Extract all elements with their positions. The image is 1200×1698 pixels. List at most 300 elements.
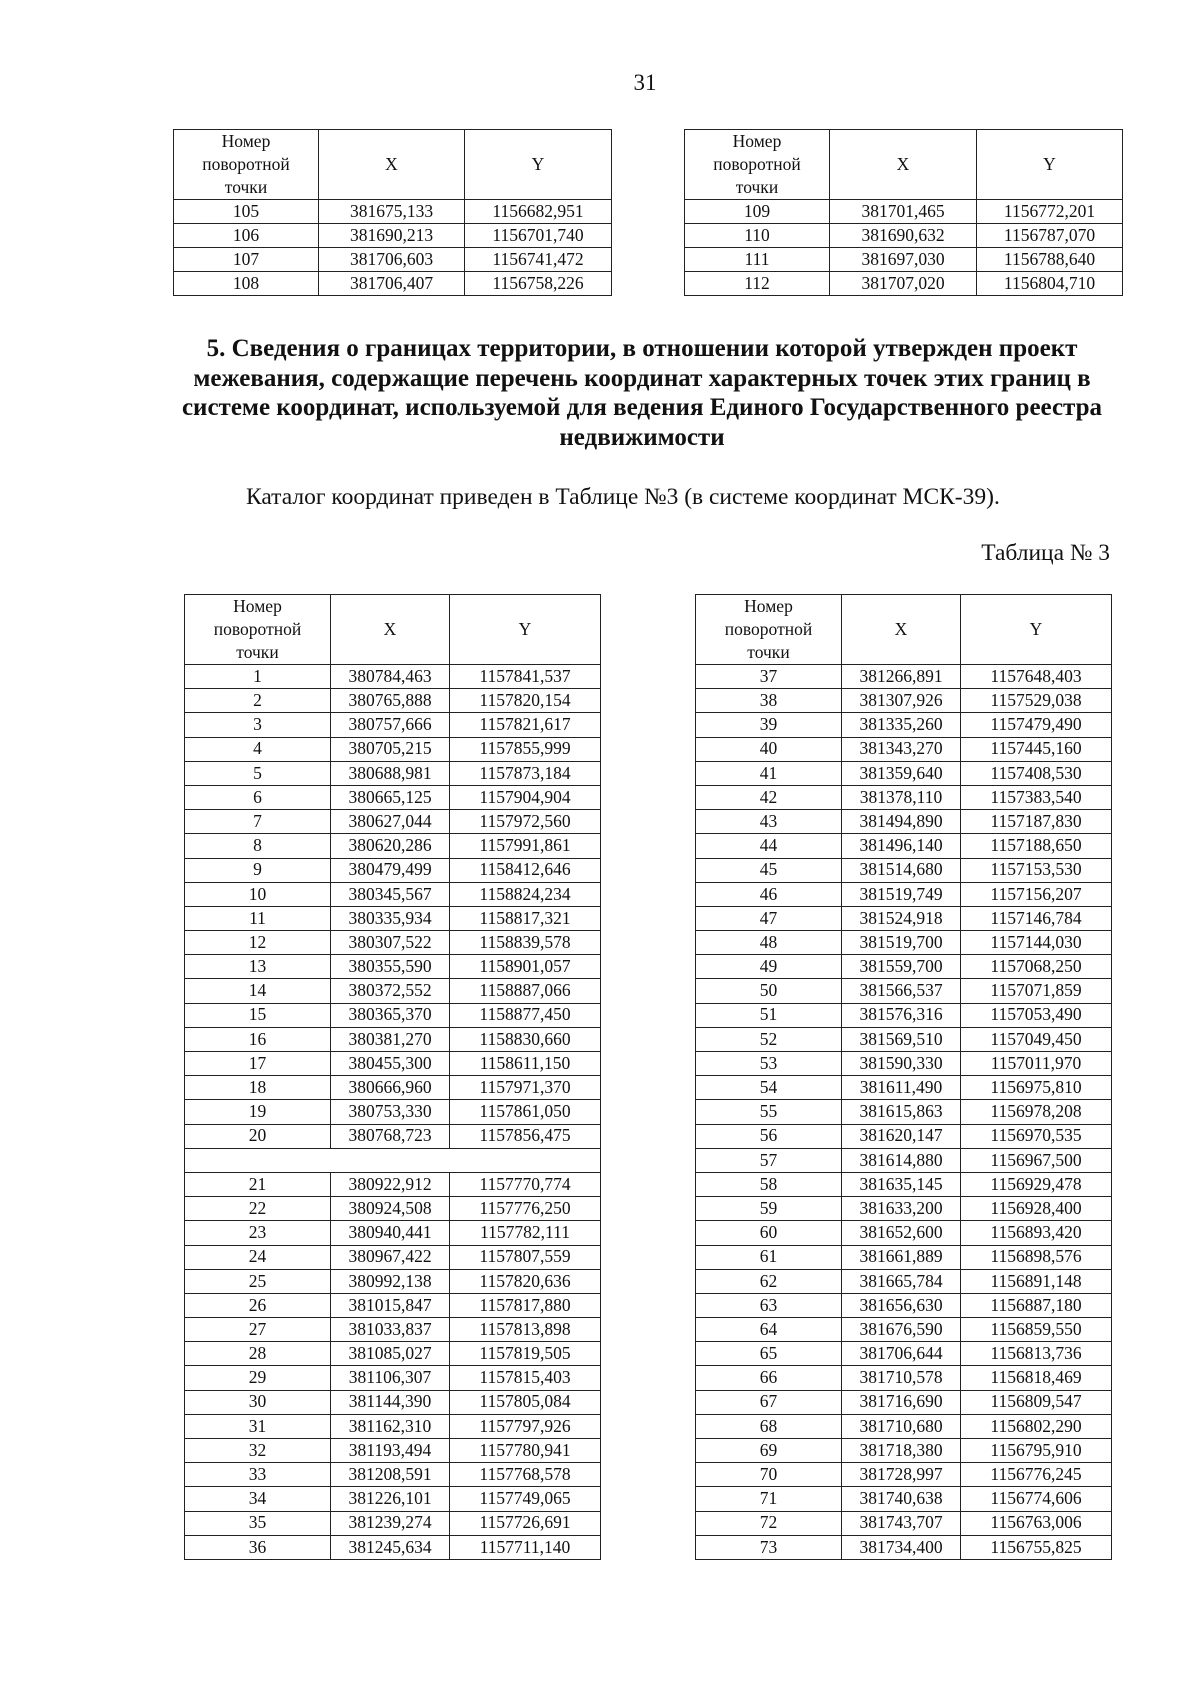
y-cell: 1157383,540 <box>961 785 1112 809</box>
point-number-cell: 47 <box>696 906 842 930</box>
x-cell: 381611,490 <box>842 1076 961 1100</box>
x-cell: 380992,138 <box>331 1269 450 1293</box>
table-row <box>185 882 601 906</box>
x-cell: 381239,274 <box>331 1511 450 1535</box>
y-cell: 1156970,535 <box>961 1124 1112 1148</box>
point-number-cell: 18 <box>185 1076 331 1100</box>
y-cell: 1157711,140 <box>450 1535 601 1559</box>
table-row <box>185 1221 601 1245</box>
point-number-cell: 6 <box>185 785 331 809</box>
table-row <box>696 810 1112 834</box>
table-row <box>696 1148 1112 1172</box>
point-number-cell: 21 <box>185 1172 331 1196</box>
x-cell: 380922,912 <box>331 1172 450 1196</box>
point-number-cell: 15 <box>185 1003 331 1027</box>
table-row <box>185 1245 601 1269</box>
point-number-cell: 107 <box>174 248 319 272</box>
x-cell: 381614,880 <box>842 1148 961 1172</box>
x-cell: 381706,644 <box>842 1342 961 1366</box>
y-cell: 1156929,478 <box>961 1172 1112 1196</box>
point-number-cell: 59 <box>696 1197 842 1221</box>
point-number-cell: 65 <box>696 1342 842 1366</box>
table-row <box>185 665 601 689</box>
y-cell: 1157049,450 <box>961 1027 1112 1051</box>
section-heading: 5. Сведения о границах территории, в отношении которой утвержден проект межевания, содержащие перечень координат характерных точек этих границ в системе координат, используемой для ведения Единого Государственного реестра недвижимости <box>181 335 1103 451</box>
x-cell: 380665,125 <box>331 785 450 809</box>
table-row <box>696 1293 1112 1317</box>
x-cell: 381514,680 <box>842 858 961 882</box>
y-cell: 1157991,861 <box>450 834 601 858</box>
table-row <box>185 834 601 858</box>
x-cell: 381106,307 <box>331 1366 450 1390</box>
table-row <box>185 785 601 809</box>
point-number-cell: 32 <box>185 1439 331 1463</box>
y-cell: 1157408,530 <box>961 761 1112 785</box>
x-cell: 381707,020 <box>830 272 977 296</box>
point-number-cell: 4 <box>185 737 331 761</box>
point-number-cell: 38 <box>696 689 842 713</box>
y-cell: 1156809,547 <box>961 1390 1112 1414</box>
point-number-cell: 28 <box>185 1342 331 1366</box>
x-cell: 380372,552 <box>331 979 450 1003</box>
point-number-cell: 40 <box>696 737 842 761</box>
x-cell: 381245,634 <box>331 1535 450 1559</box>
table-row <box>174 224 612 248</box>
x-cell: 380307,522 <box>331 931 450 955</box>
table-row <box>174 272 612 296</box>
y-cell: 1157068,250 <box>961 955 1112 979</box>
point-number-cell: 42 <box>696 785 842 809</box>
x-cell: 381665,784 <box>842 1269 961 1293</box>
y-cell: 1157011,970 <box>961 1052 1112 1076</box>
y-cell: 1157749,065 <box>450 1487 601 1511</box>
x-cell: 381590,330 <box>842 1052 961 1076</box>
x-cell: 380765,888 <box>331 689 450 713</box>
x-cell: 381615,863 <box>842 1100 961 1124</box>
y-cell: 1157156,207 <box>961 882 1112 906</box>
table-row <box>185 1390 601 1414</box>
x-cell: 381740,638 <box>842 1487 961 1511</box>
point-number-cell: 108 <box>174 272 319 296</box>
point-number-cell: 53 <box>696 1052 842 1076</box>
table-row <box>185 906 601 930</box>
table-row <box>185 1076 601 1100</box>
x-cell: 381676,590 <box>842 1318 961 1342</box>
table-row <box>185 931 601 955</box>
table-row <box>685 248 1123 272</box>
table-row <box>185 1318 601 1342</box>
point-number-cell: 44 <box>696 834 842 858</box>
x-cell: 381524,918 <box>842 906 961 930</box>
y-cell: 1157479,490 <box>961 713 1112 737</box>
header-y: Y <box>961 595 1112 665</box>
y-cell: 1156978,208 <box>961 1100 1112 1124</box>
x-cell: 380967,422 <box>331 1245 450 1269</box>
x-cell: 381718,380 <box>842 1439 961 1463</box>
point-number-cell: 7 <box>185 810 331 834</box>
y-cell: 1158830,660 <box>450 1027 601 1051</box>
y-cell: 1156682,951 <box>465 200 612 224</box>
table-row <box>696 979 1112 1003</box>
y-cell: 1157071,859 <box>961 979 1112 1003</box>
page-number: 31 <box>633 70 657 95</box>
point-number-cell: 50 <box>696 979 842 1003</box>
point-number-cell: 25 <box>185 1269 331 1293</box>
y-cell: 1157780,941 <box>450 1439 601 1463</box>
x-cell: 381085,027 <box>331 1342 450 1366</box>
table-row <box>696 1076 1112 1100</box>
x-cell: 381716,690 <box>842 1390 961 1414</box>
y-cell: 1156787,070 <box>977 224 1123 248</box>
table-row <box>696 1390 1112 1414</box>
y-cell: 1157529,038 <box>961 689 1112 713</box>
y-cell: 1158611,150 <box>450 1052 601 1076</box>
point-number-cell: 1 <box>185 665 331 689</box>
y-cell: 1157815,403 <box>450 1366 601 1390</box>
y-cell: 1157770,774 <box>450 1172 601 1196</box>
table-row <box>185 1535 601 1559</box>
x-cell: 380757,666 <box>331 713 450 737</box>
x-cell: 381706,407 <box>319 272 465 296</box>
table-row <box>696 955 1112 979</box>
x-cell: 381569,510 <box>842 1027 961 1051</box>
x-cell: 381335,260 <box>842 713 961 737</box>
table-row <box>696 906 1112 930</box>
table-row <box>696 1221 1112 1245</box>
point-number-cell: 55 <box>696 1100 842 1124</box>
table-row <box>185 1439 601 1463</box>
header-y: Y <box>977 130 1123 200</box>
y-cell: 1157904,904 <box>450 785 601 809</box>
x-cell: 381661,889 <box>842 1245 961 1269</box>
table-caption: Таблица № 3 <box>981 540 1110 566</box>
table-row <box>696 1027 1112 1051</box>
point-number-cell: 11 <box>185 906 331 930</box>
table-gap-row <box>185 1148 601 1172</box>
header-point-number: Номер поворотной точки <box>185 595 331 665</box>
point-number-cell: 24 <box>185 1245 331 1269</box>
y-cell: 1157445,160 <box>961 737 1112 761</box>
y-cell: 1156776,245 <box>961 1463 1112 1487</box>
point-number-cell: 62 <box>696 1269 842 1293</box>
header-point-number: Номер поворотной точки <box>696 595 842 665</box>
point-number-cell: 72 <box>696 1511 842 1535</box>
x-cell: 381697,030 <box>830 248 977 272</box>
table-row <box>696 1535 1112 1559</box>
x-cell: 381701,465 <box>830 200 977 224</box>
point-number-cell: 8 <box>185 834 331 858</box>
x-cell: 380688,981 <box>331 761 450 785</box>
point-number-cell: 9 <box>185 858 331 882</box>
table-row <box>696 665 1112 689</box>
table-row <box>185 858 601 882</box>
x-cell: 381226,101 <box>331 1487 450 1511</box>
point-number-cell: 52 <box>696 1027 842 1051</box>
table-row <box>185 1511 601 1535</box>
y-cell: 1156818,469 <box>961 1366 1112 1390</box>
point-number-cell: 37 <box>696 665 842 689</box>
x-cell: 380335,934 <box>331 906 450 930</box>
y-cell: 1156755,825 <box>961 1535 1112 1559</box>
table-row <box>185 1269 601 1293</box>
table-row <box>696 1269 1112 1293</box>
y-cell: 1157782,111 <box>450 1221 601 1245</box>
y-cell: 1157726,691 <box>450 1511 601 1535</box>
y-cell: 1157817,880 <box>450 1293 601 1317</box>
table-row <box>696 689 1112 713</box>
y-cell: 1157841,537 <box>450 665 601 689</box>
table-row <box>696 1124 1112 1148</box>
point-number-cell: 34 <box>185 1487 331 1511</box>
table-row <box>696 834 1112 858</box>
x-cell: 380784,463 <box>331 665 450 689</box>
x-cell: 381208,591 <box>331 1463 450 1487</box>
x-cell: 381519,700 <box>842 931 961 955</box>
x-cell: 381743,707 <box>842 1511 961 1535</box>
point-number-cell: 69 <box>696 1439 842 1463</box>
y-cell: 1157768,578 <box>450 1463 601 1487</box>
table-row <box>696 1245 1112 1269</box>
y-cell: 1157144,030 <box>961 931 1112 955</box>
y-cell: 1156975,810 <box>961 1076 1112 1100</box>
x-cell: 381343,270 <box>842 737 961 761</box>
table-row <box>185 1293 601 1317</box>
y-cell: 1158877,450 <box>450 1003 601 1027</box>
table-row <box>696 882 1112 906</box>
y-cell: 1157188,650 <box>961 834 1112 858</box>
y-cell: 1158887,066 <box>450 979 601 1003</box>
point-number-cell: 68 <box>696 1414 842 1438</box>
y-cell: 1157807,559 <box>450 1245 601 1269</box>
point-number-cell: 22 <box>185 1197 331 1221</box>
table-row <box>696 1318 1112 1342</box>
header-point-number: Номер поворотной точки <box>685 130 830 200</box>
coordinate-table-main-left <box>184 594 601 1560</box>
y-cell: 1157776,250 <box>450 1197 601 1221</box>
y-cell: 1157820,636 <box>450 1269 601 1293</box>
y-cell: 1156788,640 <box>977 248 1123 272</box>
y-cell: 1157856,475 <box>450 1124 601 1148</box>
x-cell: 381519,749 <box>842 882 961 906</box>
y-cell: 1157153,530 <box>961 858 1112 882</box>
x-cell: 381559,700 <box>842 955 961 979</box>
table-row <box>696 1439 1112 1463</box>
point-number-cell: 14 <box>185 979 331 1003</box>
header-x: X <box>842 595 961 665</box>
table-row <box>185 810 601 834</box>
point-number-cell: 5 <box>185 761 331 785</box>
point-number-cell: 2 <box>185 689 331 713</box>
x-cell: 380768,723 <box>331 1124 450 1148</box>
header-x: X <box>319 130 465 200</box>
table-row <box>696 1414 1112 1438</box>
y-cell: 1157797,926 <box>450 1414 601 1438</box>
point-number-cell: 43 <box>696 810 842 834</box>
point-number-cell: 30 <box>185 1390 331 1414</box>
table-row <box>185 1414 601 1438</box>
y-cell: 1157187,830 <box>961 810 1112 834</box>
point-number-cell: 111 <box>685 248 830 272</box>
point-number-cell: 36 <box>185 1535 331 1559</box>
table-row <box>185 689 601 713</box>
table-row <box>185 1463 601 1487</box>
table-row <box>696 1463 1112 1487</box>
table-row <box>185 1003 601 1027</box>
table-row <box>696 1052 1112 1076</box>
x-cell: 381359,640 <box>842 761 961 785</box>
x-cell: 380940,441 <box>331 1221 450 1245</box>
table-row <box>185 761 601 785</box>
x-cell: 380381,270 <box>331 1027 450 1051</box>
x-cell: 381710,578 <box>842 1366 961 1390</box>
point-number-cell: 41 <box>696 761 842 785</box>
point-number-cell: 64 <box>696 1318 842 1342</box>
table-row <box>185 955 601 979</box>
y-cell: 1156802,290 <box>961 1414 1112 1438</box>
empty-cell <box>185 1148 601 1172</box>
table-row <box>185 713 601 737</box>
y-cell: 1157819,505 <box>450 1342 601 1366</box>
header-x: X <box>830 130 977 200</box>
table-row <box>185 1100 601 1124</box>
table-row <box>696 1172 1112 1196</box>
x-cell: 381033,837 <box>331 1318 450 1342</box>
x-cell: 381620,147 <box>842 1124 961 1148</box>
point-number-cell: 35 <box>185 1511 331 1535</box>
y-cell: 1156763,006 <box>961 1511 1112 1535</box>
table-row <box>696 1366 1112 1390</box>
x-cell: 380753,330 <box>331 1100 450 1124</box>
y-cell: 1157972,560 <box>450 810 601 834</box>
point-number-cell: 23 <box>185 1221 331 1245</box>
x-cell: 381162,310 <box>331 1414 450 1438</box>
point-number-cell: 109 <box>685 200 830 224</box>
table-row <box>696 1487 1112 1511</box>
y-cell: 1157971,370 <box>450 1076 601 1100</box>
table-row <box>174 248 612 272</box>
table-row <box>696 737 1112 761</box>
table-row <box>696 1003 1112 1027</box>
x-cell: 380620,286 <box>331 834 450 858</box>
x-cell: 381635,145 <box>842 1172 961 1196</box>
point-number-cell: 70 <box>696 1463 842 1487</box>
table-header-row <box>696 595 1112 665</box>
y-cell: 1158817,321 <box>450 906 601 930</box>
table-row <box>185 737 601 761</box>
point-number-cell: 13 <box>185 955 331 979</box>
table-row <box>696 931 1112 955</box>
point-number-cell: 3 <box>185 713 331 737</box>
coordinate-table-main-right <box>695 594 1112 1560</box>
y-cell: 1158839,578 <box>450 931 601 955</box>
point-number-cell: 67 <box>696 1390 842 1414</box>
y-cell: 1156891,148 <box>961 1269 1112 1293</box>
x-cell: 381706,603 <box>319 248 465 272</box>
table-row <box>685 272 1123 296</box>
x-cell: 381710,680 <box>842 1414 961 1438</box>
x-cell: 380705,215 <box>331 737 450 761</box>
point-number-cell: 12 <box>185 931 331 955</box>
x-cell: 381690,632 <box>830 224 977 248</box>
header-y: Y <box>465 130 612 200</box>
table-row <box>185 1124 601 1148</box>
table-row <box>696 1511 1112 1535</box>
y-cell: 1157805,084 <box>450 1390 601 1414</box>
table-row <box>696 761 1112 785</box>
coordinate-table-top-left <box>173 129 612 296</box>
table-row <box>696 1197 1112 1221</box>
point-number-cell: 71 <box>696 1487 842 1511</box>
header-point-number: Номер поворотной точки <box>174 130 319 200</box>
y-cell: 1156758,226 <box>465 272 612 296</box>
y-cell: 1157813,898 <box>450 1318 601 1342</box>
x-cell: 380666,960 <box>331 1076 450 1100</box>
point-number-cell: 19 <box>185 1100 331 1124</box>
y-cell: 1156893,420 <box>961 1221 1112 1245</box>
y-cell: 1158824,234 <box>450 882 601 906</box>
table-row <box>696 713 1112 737</box>
table-row <box>185 1172 601 1196</box>
x-cell: 381015,847 <box>331 1293 450 1317</box>
table-row <box>185 1487 601 1511</box>
point-number-cell: 56 <box>696 1124 842 1148</box>
point-number-cell: 63 <box>696 1293 842 1317</box>
point-number-cell: 54 <box>696 1076 842 1100</box>
point-number-cell: 110 <box>685 224 830 248</box>
y-cell: 1156741,472 <box>465 248 612 272</box>
y-cell: 1156772,201 <box>977 200 1123 224</box>
y-cell: 1157648,403 <box>961 665 1112 689</box>
point-number-cell: 33 <box>185 1463 331 1487</box>
x-cell: 381656,630 <box>842 1293 961 1317</box>
y-cell: 1158412,646 <box>450 858 601 882</box>
x-cell: 381496,140 <box>842 834 961 858</box>
x-cell: 381307,926 <box>842 689 961 713</box>
y-cell: 1156859,550 <box>961 1318 1112 1342</box>
y-cell: 1157855,999 <box>450 737 601 761</box>
y-cell: 1156813,736 <box>961 1342 1112 1366</box>
x-cell: 381193,494 <box>331 1439 450 1463</box>
point-number-cell: 49 <box>696 955 842 979</box>
x-cell: 380345,567 <box>331 882 450 906</box>
table-row <box>696 1342 1112 1366</box>
header-y: Y <box>450 595 601 665</box>
intro-text: Каталог координат приведен в Таблице №3 (в системе координат МСК-39). <box>246 484 1000 510</box>
point-number-cell: 57 <box>696 1148 842 1172</box>
point-number-cell: 112 <box>685 272 830 296</box>
x-cell: 380355,590 <box>331 955 450 979</box>
point-number-cell: 106 <box>174 224 319 248</box>
point-number-cell: 51 <box>696 1003 842 1027</box>
y-cell: 1156795,910 <box>961 1439 1112 1463</box>
point-number-cell: 73 <box>696 1535 842 1559</box>
x-cell: 381728,997 <box>842 1463 961 1487</box>
table-row <box>696 785 1112 809</box>
table-row <box>185 1027 601 1051</box>
point-number-cell: 26 <box>185 1293 331 1317</box>
x-cell: 380479,499 <box>331 858 450 882</box>
y-cell: 1156898,576 <box>961 1245 1112 1269</box>
point-number-cell: 39 <box>696 713 842 737</box>
point-number-cell: 27 <box>185 1318 331 1342</box>
y-cell: 1156701,740 <box>465 224 612 248</box>
point-number-cell: 48 <box>696 931 842 955</box>
y-cell: 1156804,710 <box>977 272 1123 296</box>
y-cell: 1157053,490 <box>961 1003 1112 1027</box>
point-number-cell: 29 <box>185 1366 331 1390</box>
y-cell: 1157861,050 <box>450 1100 601 1124</box>
y-cell: 1157821,617 <box>450 713 601 737</box>
